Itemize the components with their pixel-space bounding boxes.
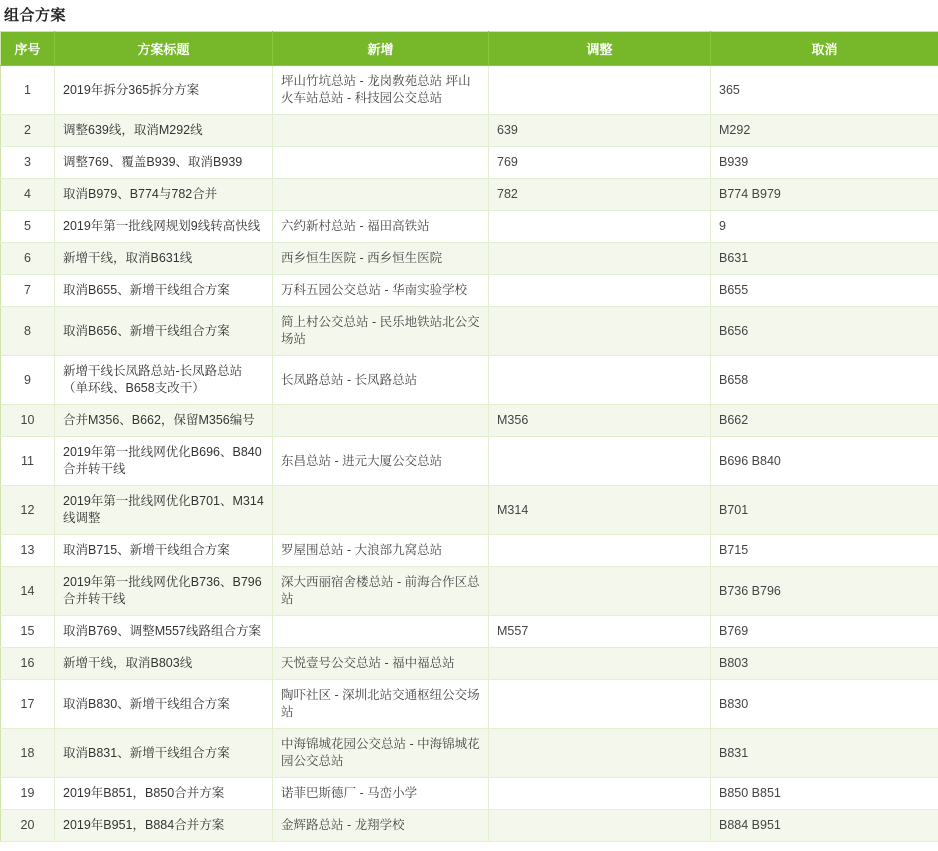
cell-title: 调整769、覆盖B939、取消B939 bbox=[55, 147, 273, 179]
table-row bbox=[1, 486, 938, 535]
cell-added bbox=[273, 147, 489, 179]
cell-adjusted: 639 bbox=[489, 115, 711, 147]
column-header-added: 新增 bbox=[273, 32, 489, 66]
cell-index: 18 bbox=[1, 729, 55, 778]
table-row bbox=[1, 616, 938, 648]
cell-adjusted bbox=[489, 680, 711, 729]
cell-cancelled: B884 B951 bbox=[711, 810, 938, 842]
cell-added: 深大西丽宿舍楼总站 - 前海合作区总站 bbox=[273, 567, 489, 616]
cell-cancelled: B736 B796 bbox=[711, 567, 938, 616]
cell-added: 简上村公交总站 - 民乐地铁站北公交场站 bbox=[273, 307, 489, 356]
cell-cancelled: B631 bbox=[711, 243, 938, 275]
page-title: 组合方案 bbox=[4, 7, 67, 24]
table-row bbox=[1, 243, 938, 275]
cell-title: 2019年拆分365拆分方案 bbox=[55, 66, 273, 115]
cell-index: 4 bbox=[1, 179, 55, 211]
cell-added: 中海锦城花园公交总站 - 中海锦城花园公交总站 bbox=[273, 729, 489, 778]
cell-title: 调整639线，取消M292线 bbox=[55, 115, 273, 147]
cell-title: 取消B769、调整M557线路组合方案 bbox=[55, 616, 273, 648]
column-header-index: 序号 bbox=[1, 32, 55, 66]
cell-added: 金辉路总站 - 龙翔学校 bbox=[273, 810, 489, 842]
cell-title: 2019年第一批线网规划9线转高快线 bbox=[55, 211, 273, 243]
column-header-cancelled: 取消 bbox=[711, 32, 938, 66]
cell-cancelled: B662 bbox=[711, 405, 938, 437]
cell-index: 1 bbox=[1, 66, 55, 115]
table-row bbox=[1, 115, 938, 147]
column-header-adjusted: 调整 bbox=[489, 32, 711, 66]
cell-index: 20 bbox=[1, 810, 55, 842]
table-row bbox=[1, 356, 938, 405]
cell-title: 取消B715、新增干线组合方案 bbox=[55, 535, 273, 567]
cell-title: 2019年B951，B884合并方案 bbox=[55, 810, 273, 842]
cell-adjusted: M314 bbox=[489, 486, 711, 535]
cell-cancelled: 9 bbox=[711, 211, 938, 243]
cell-adjusted bbox=[489, 243, 711, 275]
cell-added bbox=[273, 486, 489, 535]
cell-adjusted bbox=[489, 211, 711, 243]
table-row bbox=[1, 729, 938, 778]
cell-adjusted bbox=[489, 567, 711, 616]
cell-title: 2019年第一批线网优化B701、M314线调整 bbox=[55, 486, 273, 535]
cell-index: 5 bbox=[1, 211, 55, 243]
cell-added: 天悦壹号公交总站 - 福中福总站 bbox=[273, 648, 489, 680]
cell-title: 2019年第一批线网优化B696、B840合并转干线 bbox=[55, 437, 273, 486]
cell-index: 6 bbox=[1, 243, 55, 275]
cell-added bbox=[273, 115, 489, 147]
cell-adjusted bbox=[489, 729, 711, 778]
cell-index: 15 bbox=[1, 616, 55, 648]
cell-cancelled: 365 bbox=[711, 66, 938, 115]
cell-index: 9 bbox=[1, 356, 55, 405]
combination-plan-table bbox=[0, 31, 938, 842]
table-row bbox=[1, 405, 938, 437]
table-row bbox=[1, 437, 938, 486]
cell-cancelled: B803 bbox=[711, 648, 938, 680]
table-row bbox=[1, 535, 938, 567]
cell-adjusted: 769 bbox=[489, 147, 711, 179]
cell-title: 2019年B851，B850合并方案 bbox=[55, 778, 273, 810]
cell-index: 3 bbox=[1, 147, 55, 179]
cell-adjusted bbox=[489, 66, 711, 115]
column-header-title: 方案标题 bbox=[55, 32, 273, 66]
cell-cancelled: B939 bbox=[711, 147, 938, 179]
cell-index: 8 bbox=[1, 307, 55, 356]
cell-cancelled: B831 bbox=[711, 729, 938, 778]
cell-title: 取消B830、新增干线组合方案 bbox=[55, 680, 273, 729]
table-row bbox=[1, 680, 938, 729]
cell-index: 16 bbox=[1, 648, 55, 680]
cell-title: 新增干线，取消B803线 bbox=[55, 648, 273, 680]
table-row bbox=[1, 66, 938, 115]
table-row bbox=[1, 307, 938, 356]
cell-adjusted bbox=[489, 535, 711, 567]
cell-added: 六约新村总站 - 福田高铁站 bbox=[273, 211, 489, 243]
table-row bbox=[1, 179, 938, 211]
cell-title: 新增干线，取消B631线 bbox=[55, 243, 273, 275]
cell-added: 罗屋围总站 - 大浪部九窝总站 bbox=[273, 535, 489, 567]
cell-added: 坪山竹坑总站 - 龙岗敎苑总站 坪山火车站总站 - 科技园公交总站 bbox=[273, 66, 489, 115]
table-row bbox=[1, 211, 938, 243]
cell-title: 取消B655、新增干线组合方案 bbox=[55, 275, 273, 307]
cell-cancelled: B715 bbox=[711, 535, 938, 567]
cell-adjusted bbox=[489, 307, 711, 356]
cell-index: 14 bbox=[1, 567, 55, 616]
cell-title: 取消B831、新增干线组合方案 bbox=[55, 729, 273, 778]
table-row bbox=[1, 275, 938, 307]
cell-adjusted: M356 bbox=[489, 405, 711, 437]
cell-added: 陶吓社区 - 深圳北站交通枢纽公交场站 bbox=[273, 680, 489, 729]
cell-cancelled: B701 bbox=[711, 486, 938, 535]
cell-index: 11 bbox=[1, 437, 55, 486]
cell-index: 12 bbox=[1, 486, 55, 535]
cell-cancelled: B769 bbox=[711, 616, 938, 648]
table-header-row bbox=[1, 32, 938, 66]
cell-title: 取消B656、新增干线组合方案 bbox=[55, 307, 273, 356]
cell-index: 7 bbox=[1, 275, 55, 307]
cell-adjusted: 782 bbox=[489, 179, 711, 211]
cell-index: 10 bbox=[1, 405, 55, 437]
table-row bbox=[1, 567, 938, 616]
table-row bbox=[1, 810, 938, 842]
table-row bbox=[1, 648, 938, 680]
cell-title: 取消B979、B774与782合并 bbox=[55, 179, 273, 211]
table-row bbox=[1, 147, 938, 179]
cell-cancelled: B850 B851 bbox=[711, 778, 938, 810]
cell-adjusted bbox=[489, 275, 711, 307]
table-row bbox=[1, 778, 938, 810]
cell-added: 长凤路总站 - 长凤路总站 bbox=[273, 356, 489, 405]
cell-adjusted bbox=[489, 648, 711, 680]
cell-cancelled: B830 bbox=[711, 680, 938, 729]
cell-cancelled: B655 bbox=[711, 275, 938, 307]
cell-index: 13 bbox=[1, 535, 55, 567]
cell-title: 合并M356、B662，保留M356编号 bbox=[55, 405, 273, 437]
cell-cancelled: B658 bbox=[711, 356, 938, 405]
cell-index: 2 bbox=[1, 115, 55, 147]
cell-added bbox=[273, 616, 489, 648]
cell-adjusted bbox=[489, 778, 711, 810]
cell-adjusted bbox=[489, 810, 711, 842]
cell-cancelled: B696 B840 bbox=[711, 437, 938, 486]
cell-added bbox=[273, 179, 489, 211]
cell-cancelled: M292 bbox=[711, 115, 938, 147]
cell-index: 17 bbox=[1, 680, 55, 729]
table-body bbox=[1, 66, 938, 842]
cell-title: 2019年第一批线网优化B736、B796合并转干线 bbox=[55, 567, 273, 616]
cell-cancelled: B774 B979 bbox=[711, 179, 938, 211]
cell-added: 西乡恒生医院 - 西乡恒生医院 bbox=[273, 243, 489, 275]
cell-cancelled: B656 bbox=[711, 307, 938, 356]
cell-adjusted bbox=[489, 356, 711, 405]
cell-added: 诺菲巴斯德厂 - 马峦小学 bbox=[273, 778, 489, 810]
cell-adjusted: M557 bbox=[489, 616, 711, 648]
cell-added: 万科五园公交总站 - 华南实验学校 bbox=[273, 275, 489, 307]
cell-adjusted bbox=[489, 437, 711, 486]
cell-index: 19 bbox=[1, 778, 55, 810]
cell-added: 东昌总站 - 进元大厦公交总站 bbox=[273, 437, 489, 486]
table-header bbox=[1, 32, 938, 66]
cell-added bbox=[273, 405, 489, 437]
cell-title: 新增干线长凤路总站-长凤路总站（单环线、B658支改干） bbox=[55, 356, 273, 405]
